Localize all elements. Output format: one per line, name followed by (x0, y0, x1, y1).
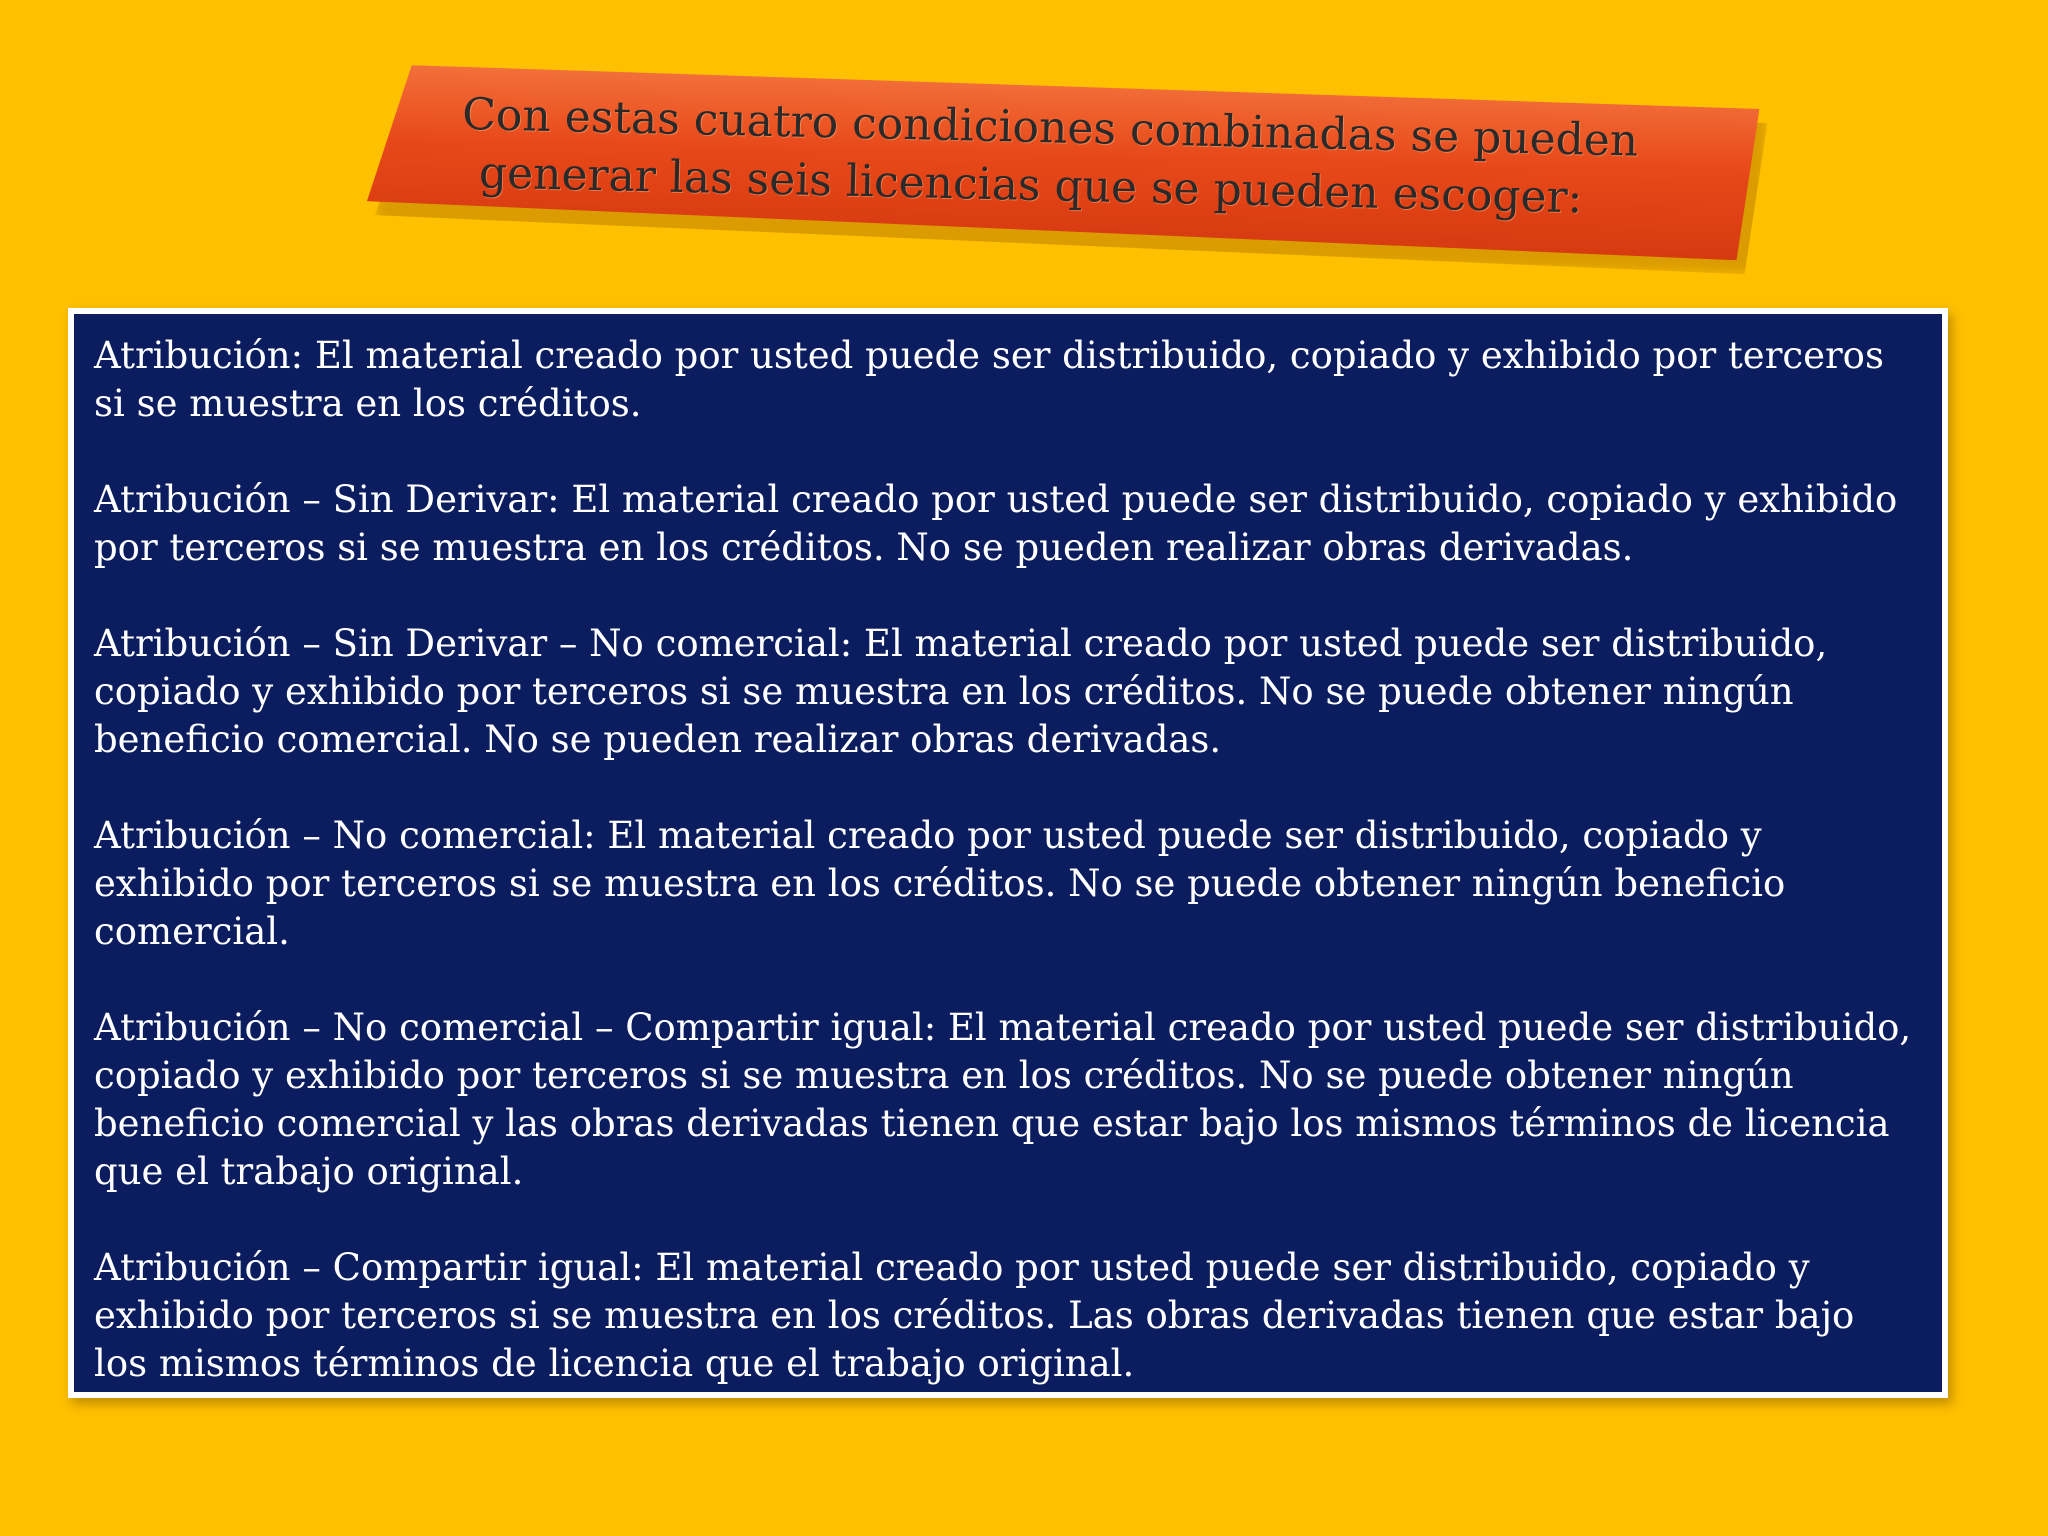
license-attribution-share-alike: Atribución – Compartir igual: El material creado por usted puede ser distribuido, copiado y exhibido por terceros si se muestra en los créditos. Las obras derivadas tienen que estar bajo los mismos términos de licencia que el trabajo original. (94, 1246, 1855, 1385)
license-attribution-noncommercial-share-alike: Atribución – No comercial – Compartir igual: El material creado por usted puede ser distribuido, copiado y exhibido por terceros si se muestra en los créditos. No se puede obtener ningún beneficio comercial y las obras derivadas tienen que estar bajo los mismos términos de licencia que el trabajo original. (94, 1006, 1912, 1193)
banner-title-line-1: Con estas cuatro condiciones combinadas se pueden (461, 88, 1639, 167)
banner-title-line-2: generar las seis licencias que se pueden escoger: (478, 147, 1584, 224)
license-attribution-no-derivatives: Atribución – Sin Derivar: El material creado por usted puede ser distribuido, copiado y exhibido por terceros si se muestra en los créditos. No se pueden realizar obras derivadas. (94, 478, 1898, 569)
license-attribution: Atribución: El material creado por usted puede ser distribuido, copiado y exhibido por terceros si se muestra en los créditos. (94, 334, 1884, 425)
title-banner (368, 80, 1758, 245)
license-list-box (68, 308, 1948, 1398)
license-attribution-no-derivatives-noncommercial: Atribución – Sin Derivar – No comercial: El material creado por usted puede ser distribuido, copiado y exhibido por terceros si se muestra en los créditos. No se puede obtener ningún beneficio comercial. No se pueden realizar obras derivadas. (94, 622, 1828, 761)
license-attribution-noncommercial: Atribución – No comercial: El material creado por usted puede ser distribuido, copiado y exhibido por terceros si se muestra en los créditos. No se puede obtener ningún beneficio comercial. (94, 814, 1786, 953)
